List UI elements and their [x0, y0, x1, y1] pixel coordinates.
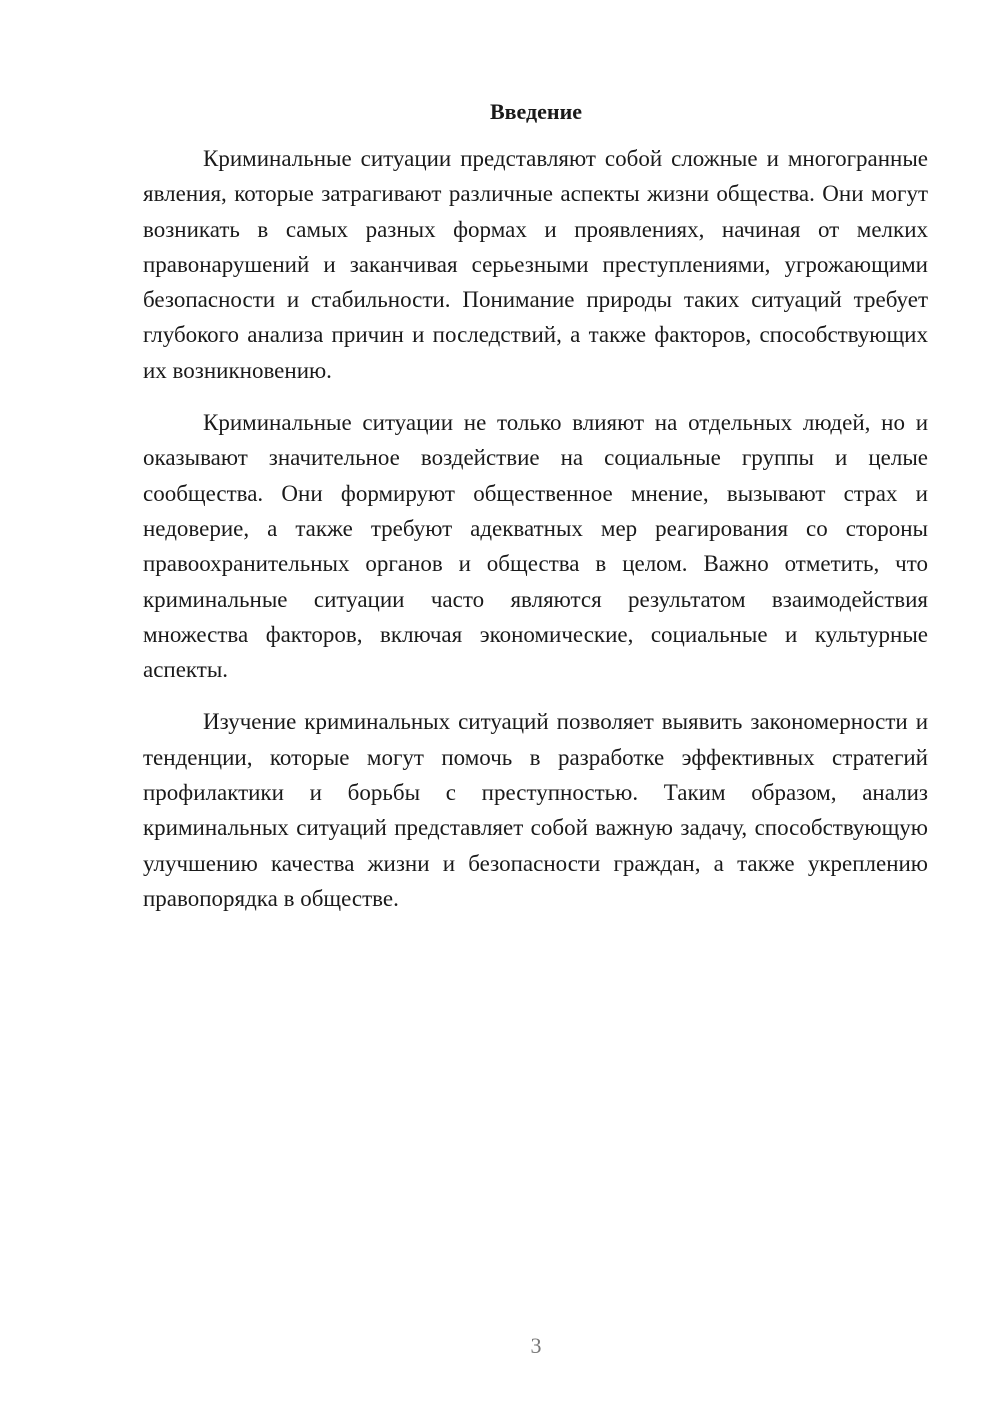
paragraph-1: Криминальные ситуации представляют собой сложные и многогранные явления, которые затрагивают различные аспекты жизни общества. Они могут возникать в самых разных формах и проявлениях, начиная от мелких правонарушений и заканчивая серьезными преступлениями, угрожающими безопасности и стабильности. Понимание природы таких ситуаций требует глубокого анализа причин и последствий, а также факторов, способствующих их возникновению.: [143, 146, 928, 383]
body-text: [143, 141, 928, 933]
paragraph-3: Изучение криминальных ситуаций позволяет выявить закономерности и тенденции, которые могут помочь в разработке эффективных стратегий профилактики и борьбы с преступностью. Таким образом, анализ криминальных ситуаций представляет собой важную задачу, способствующую улучшению качества жизни и безопасности граждан, а также укреплению правопорядка в обществе.: [143, 709, 928, 911]
section-title: Введение: [489, 99, 583, 124]
paragraph-2: Криминальные ситуации не только влияют на отдельных людей, но и оказывают значительное воздействие на социальные группы и целые сообщества. Они формируют общественное мнение, вызывают страх и недоверие, а также требуют адекватных мер реагирования со стороны правоохранительных органов и общества в целом. Важно отметить, что криминальные ситуации часто являются результатом взаимодействия множества факторов, включая экономические, социальные и культурные аспекты.: [143, 410, 928, 683]
page-number: 3: [530, 1333, 542, 1358]
